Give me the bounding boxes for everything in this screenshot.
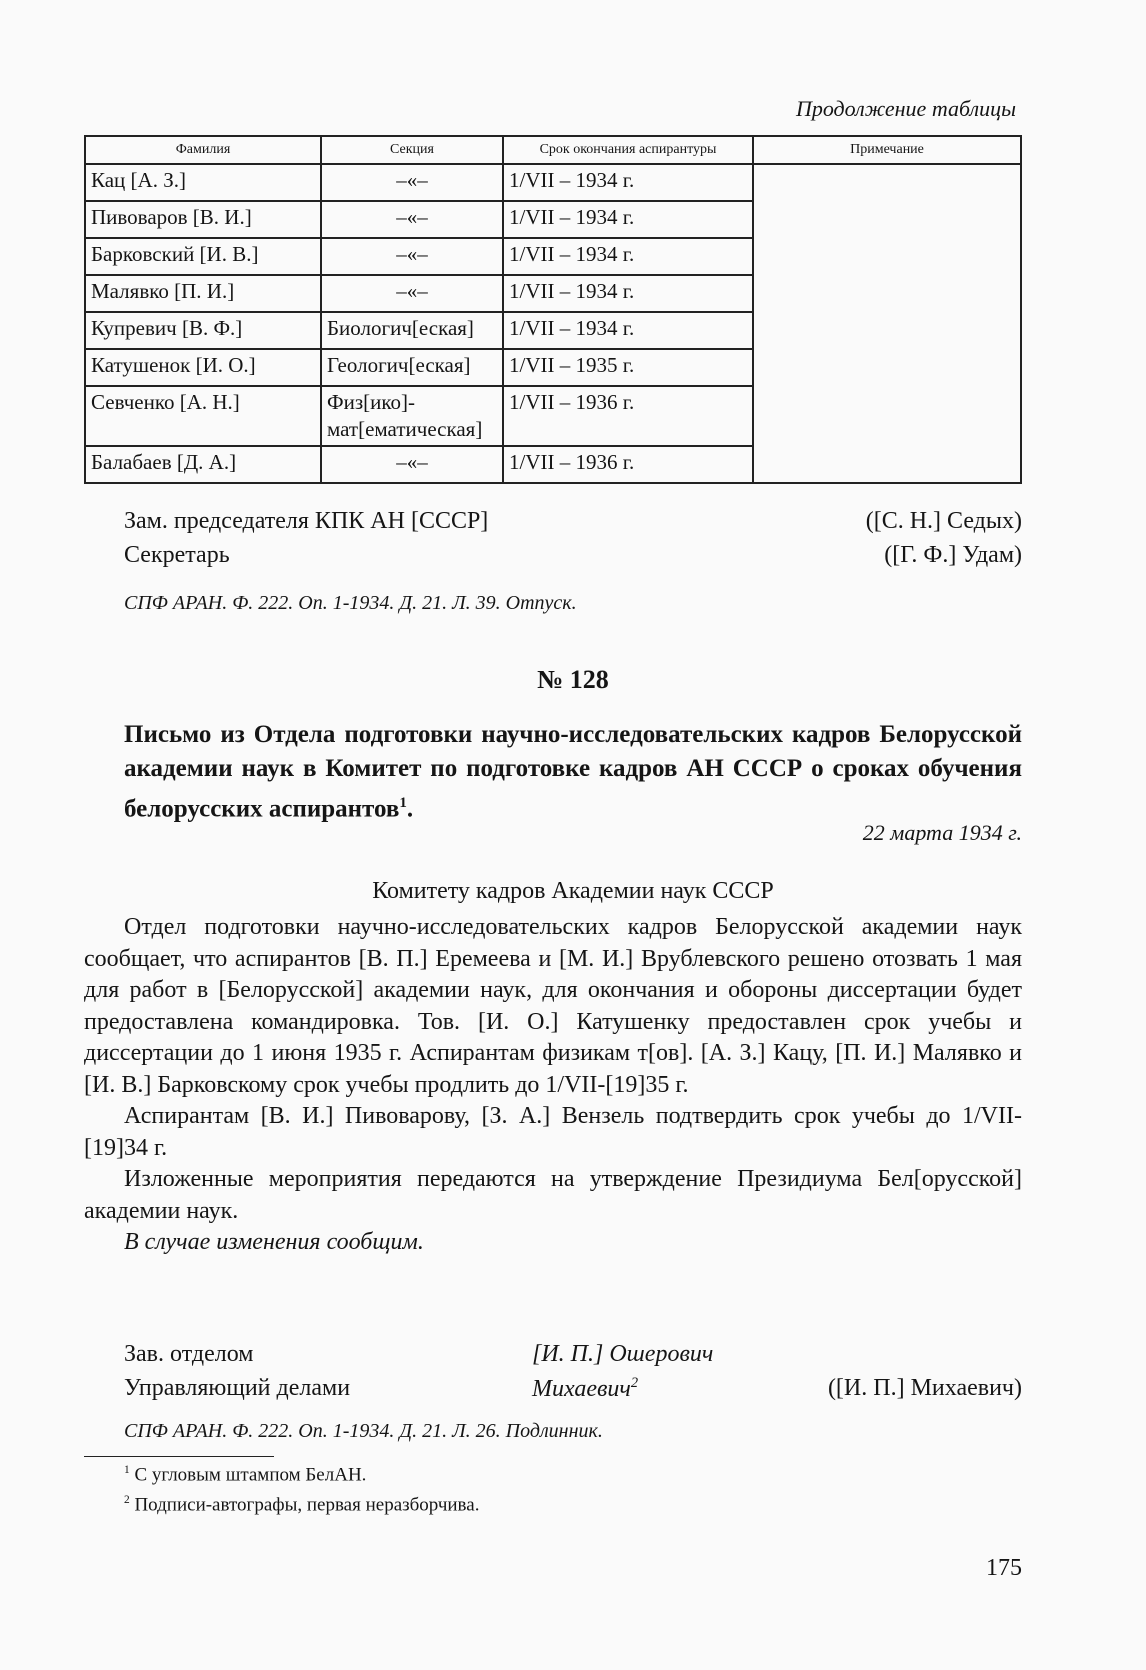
document-date: 22 марта 1934 г.	[862, 820, 1022, 845]
cell-term: 1/VII – 1934 г.	[503, 275, 753, 312]
letter-body	[84, 912, 1022, 1259]
deputy-name: ([С. Н.] Седых)	[865, 508, 1022, 534]
footnote-mark-2: 2	[630, 1375, 639, 1391]
signature-deputy	[124, 508, 1022, 535]
cell-section: –«–	[321, 275, 503, 312]
addressee: Комитету кадров Академии наук СССР	[372, 878, 774, 904]
cell-term: 1/VII – 1934 г.	[503, 164, 753, 201]
footnote-2-mark: 2	[124, 1494, 130, 1506]
column-header-note: Примечание	[753, 136, 1021, 164]
cell-note	[753, 164, 1021, 483]
cell-section: Биологич[еская]	[321, 312, 503, 349]
document-title-text: Письмо из Отдела подготовки научно-исследовательских кадров Белорусской академии наук в Комитет по подготовке кадров АН СССР о сроках обучения белорусских аспирантов	[124, 721, 1022, 823]
column-header-term: Срок окончания аспирантуры	[503, 136, 753, 164]
deputy-role: Зам. председателя КПК АН [СССР]	[124, 508, 489, 534]
footnote-1-mark: 1	[124, 1464, 130, 1476]
cell-section: –«–	[321, 238, 503, 275]
paragraph: Отдел подготовки научно-исследовательских кадров Белорусской академии наук сообщает, что аспирантов [В. П.] Еремеева и [М. И.] Врублевского решено отозвать 1 мая для работ в [Белорусской] академии наук, для окончания и обороны диссертации будет предоставлена командировка. Тов. [И. О.] Катушенку предоставлен срок учебы и диссертации до 1 июня 1935 г. Аспирантам физикам т[ов]. [А. З.] Кацу, [П. И.] Малявко и [И. В.] Барковскому срок учебы продлить до 1/VII-[19]35 г.	[84, 914, 1022, 1098]
cell-term: 1/VII – 1934 г.	[503, 312, 753, 349]
cell-section: –«–	[321, 446, 503, 483]
cell-surname: Балабаев [Д. А.]	[85, 446, 321, 483]
table-row	[85, 164, 1021, 201]
cell-term: 1/VII – 1934 г.	[503, 201, 753, 238]
manager-sign: Михаевич	[532, 1376, 631, 1402]
secretary-role: Секретарь	[124, 542, 230, 568]
cell-surname: Пивоваров [В. И.]	[85, 201, 321, 238]
footnote-1-text: С угловым штампом БелАН.	[134, 1464, 367, 1486]
cell-term: 1/VII – 1935 г.	[503, 349, 753, 386]
paragraph: Аспирантам [В. И.] Пивоварову, [З. А.] Вензель подтвердить срок учебы до 1/VII-[19]34 г.	[84, 1103, 1022, 1161]
document-number: № 128	[537, 665, 609, 694]
column-header-section: Секция	[321, 136, 503, 164]
cell-surname: Катушенок [И. О.]	[85, 349, 321, 386]
cell-section: Физ[ико]-мат[ематическая]	[321, 386, 503, 446]
cell-surname: Севченко [А. Н.]	[85, 386, 321, 446]
cell-surname: Купревич [В. Ф.]	[85, 312, 321, 349]
manager-role: Управляющий делами	[124, 1375, 351, 1401]
head-sign: [И. П.] Ошерович	[532, 1341, 714, 1367]
footnote-divider	[84, 1456, 274, 1457]
archive-reference-1: СПФ АРАН. Ф. 222. Оп. 1-1934. Д. 21. Л. 39. Отпуск.	[124, 592, 577, 614]
cell-term: 1/VII – 1936 г.	[503, 446, 753, 483]
column-header-surname: Фамилия	[85, 136, 321, 164]
aspirants-table	[84, 135, 1022, 484]
manager-sign-wrap	[532, 1375, 638, 1403]
archive-reference-2: СПФ АРАН. Ф. 222. Оп. 1-1934. Д. 21. Л. 26. Подлинник.	[124, 1420, 603, 1442]
signature-secretary	[124, 542, 1022, 569]
secretary-name: ([Г. Ф.] Удам)	[884, 542, 1022, 568]
footnote-2-text: Подписи-автографы, первая неразборчива.	[134, 1494, 480, 1516]
cell-term: 1/VII – 1934 г.	[503, 238, 753, 275]
table-continuation-label: Продолжение таблицы	[795, 96, 1016, 121]
manager-name: ([И. П.] Михаевич)	[827, 1375, 1022, 1401]
cell-section: –«–	[321, 201, 503, 238]
cell-term: 1/VII – 1936 г.	[503, 386, 753, 446]
head-role: Зав. отделом	[124, 1341, 254, 1367]
cell-surname: Барковский [И. В.]	[85, 238, 321, 275]
table-header-row	[85, 136, 1021, 164]
document-title: Письмо из Отдела подготовки научно-исследовательских кадров Белорусской академии наук в Комитет по подготовке кадров АН СССР о сроках обучения белорусских аспирантов$^1$.	[124, 721, 1022, 823]
footnote-2	[124, 1494, 479, 1516]
footnote-1	[124, 1464, 366, 1486]
closing-line: В случае изменения сообщим.	[124, 1229, 424, 1255]
paragraph: Изложенные мероприятия передаются на утверждение Президиума Бел[орусской] академии наук.	[84, 1166, 1022, 1224]
cell-surname: Малявко [П. И.]	[85, 275, 321, 312]
cell-section: –«–	[321, 164, 503, 201]
footnote-mark-1: 1	[399, 795, 407, 811]
page-number: 175	[986, 1555, 1022, 1581]
cell-surname: Кац [А. З.]	[85, 164, 321, 201]
cell-section: Геологич[еская]	[321, 349, 503, 386]
